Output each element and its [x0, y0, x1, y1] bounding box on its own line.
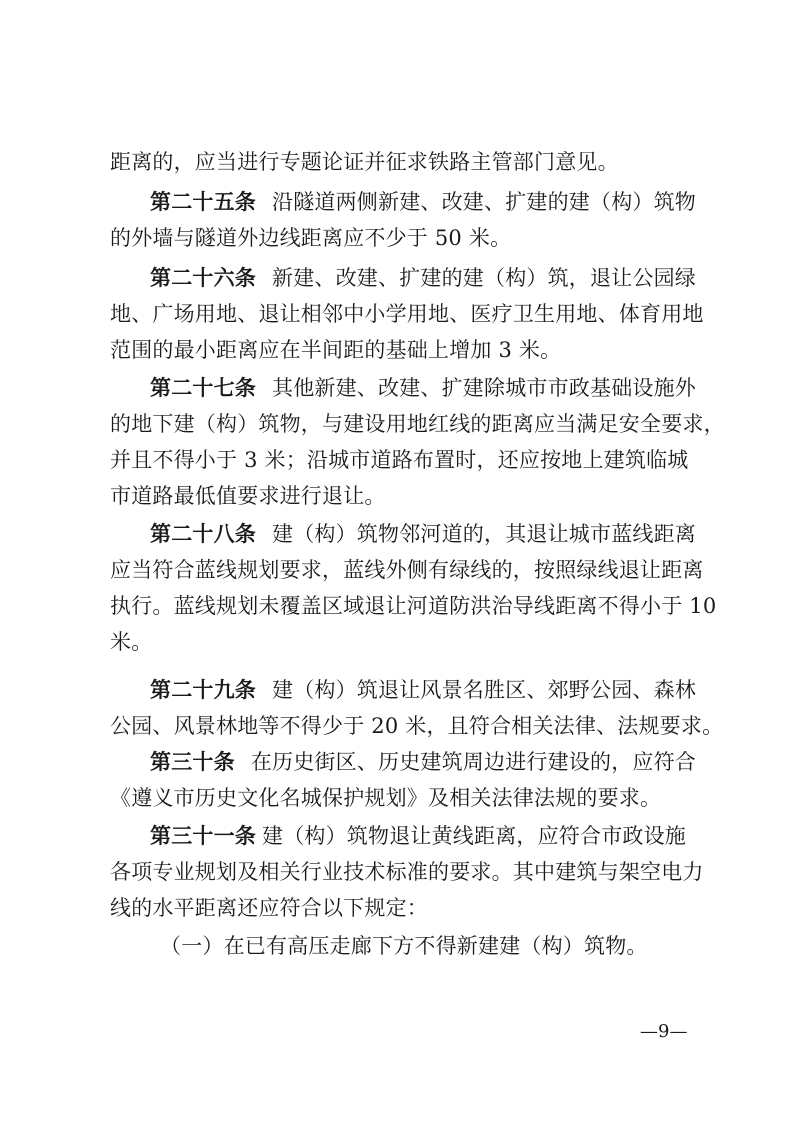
article-25-line: 第二十五条 沿隧道两侧新建、改建、扩建的建（构）筑物 — [150, 190, 696, 214]
article-heading: 第二十七条 — [150, 376, 256, 400]
text-line: 市道路最低值要求进行退让。 — [110, 484, 386, 508]
article-31-line: 第三十一条 建（构）筑物退让黄线距离，应符合市政设施 — [150, 824, 686, 848]
page-number: —9— — [640, 1021, 688, 1042]
article-heading: 第二十五条 — [150, 190, 256, 214]
text-line: 地、广场用地、退让相邻中小学用地、医疗卫生用地、体育用地 — [110, 302, 704, 326]
text-line: 各项专业规划及相关行业技术标准的要求。其中建筑与架空电力 — [110, 860, 704, 884]
article-27-line: 第二十七条 其他新建、改建、扩建除城市市政基础设施外 — [150, 376, 696, 400]
text-line: 距离的，应当进行专题论证并征求铁路主管部门意见。 — [110, 150, 619, 174]
text-line: 线的水平距离还应符合以下规定： — [110, 896, 428, 920]
article-26-line: 第二十六条 新建、改建、扩建的建（构）筑，退让公园绿 — [150, 266, 696, 290]
article-heading: 第二十八条 — [150, 522, 256, 546]
article-heading: 第三十一条 — [150, 824, 256, 848]
text-line: 公园、风景林地等不得少于 20 米，且符合相关法律、法规要求。 — [110, 714, 724, 738]
article-30-line: 第三十条 在历史街区、历史建筑周边进行建设的，应符合 — [150, 750, 697, 774]
article-28-line: 第二十八条 建（构）筑物邻河道的，其退让城市蓝线距离 — [150, 522, 696, 546]
text-line: 《遵义市历史文化名城保护规划》及相关法律法规的要求。 — [110, 786, 662, 810]
text-line: 米。 — [110, 630, 153, 654]
list-item: （一）在已有高压走廊下方不得新建建（构）筑物。 — [160, 934, 648, 958]
text-line: 范围的最小距离应在半间距的基础上增加 3 米。 — [110, 338, 562, 362]
text-line: 并且不得小于 3 米；沿城市道路布置时，还应按地上建筑临城 — [110, 448, 689, 472]
text-line: 执行。蓝线规划未覆盖区域退让河道防洪治导线距离不得小于 10 — [110, 594, 717, 618]
article-heading: 第二十九条 — [150, 678, 256, 702]
text-line: 的外墙与隧道外边线距离应不少于 50 米。 — [110, 226, 512, 250]
text-line: 的地下建（构）筑物，与建设用地红线的距离应当满足安全要求， — [110, 412, 725, 436]
article-heading: 第二十六条 — [150, 266, 256, 290]
text-line: 应当符合蓝线规划要求，蓝线外侧有绿线的，按照绿线退让距离 — [110, 558, 704, 582]
article-heading: 第三十条 — [150, 750, 235, 774]
article-29-line: 第二十九条 建（构）筑退让风景名胜区、郊野公园、森林 — [150, 678, 696, 702]
